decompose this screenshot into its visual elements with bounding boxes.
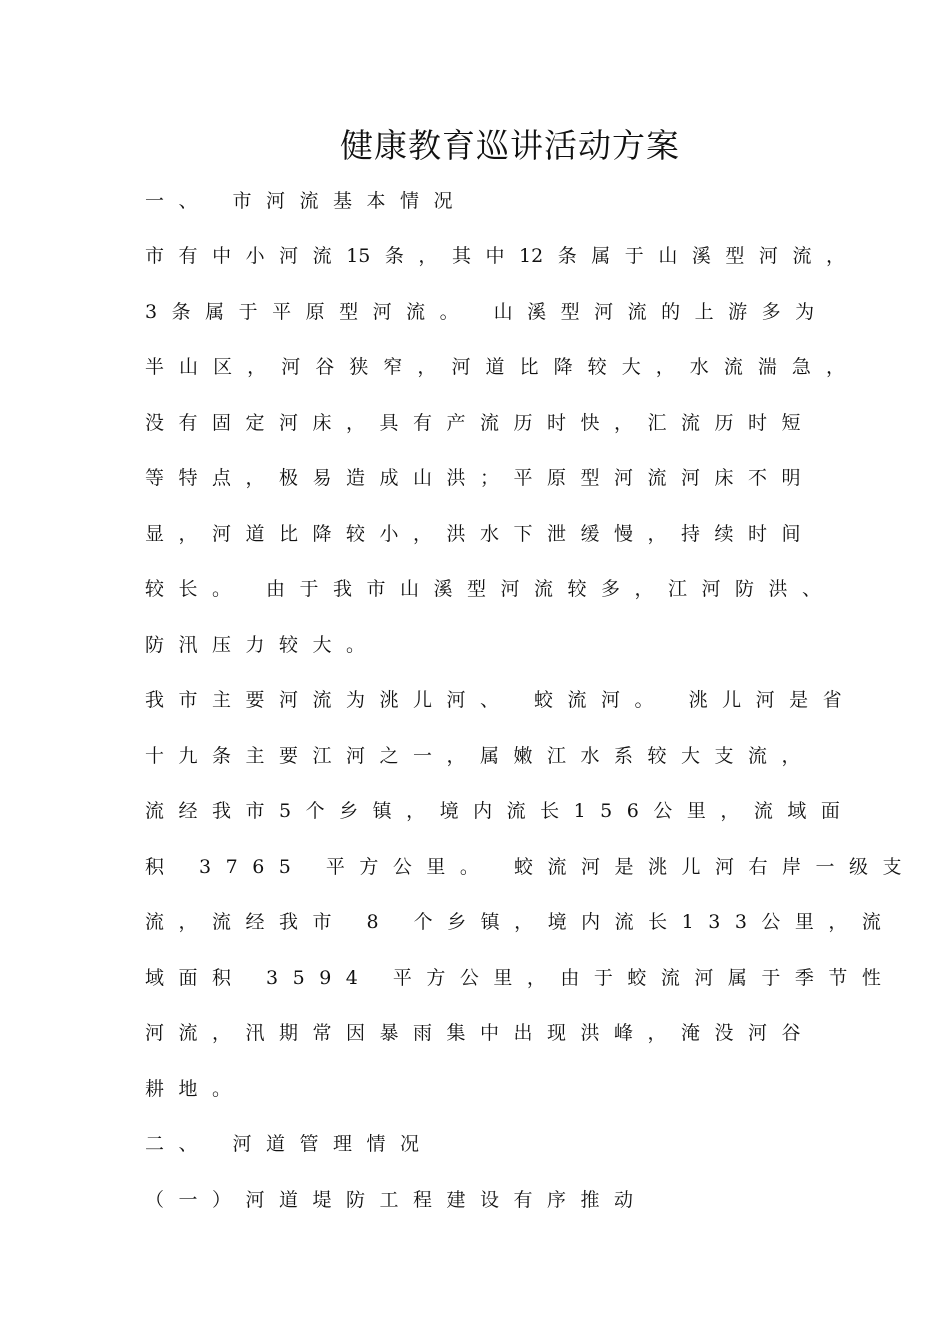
section-heading-1: 一、 市河流基本情况 (145, 190, 468, 212)
paragraph-line: 耕地。 (145, 1078, 246, 1100)
paragraph-line: 流，流经我市 8 个乡镇，境内流长133公里，流 (145, 911, 896, 933)
paragraph-line: 半山区，河谷狭窄，河道比降较大，水流湍急， (145, 356, 845, 378)
section-heading-2: 二、 河道管理情况 (145, 1133, 434, 1155)
paragraph-line: 等特点，极易造成山洪；平原型河流河床不明 (145, 467, 816, 489)
paragraph-line: 流经我市5个乡镇，境内流长156公里，流域面 (145, 800, 855, 822)
paragraph-line: 没有固定河床，具有产流历时快，汇流历时短 (145, 412, 816, 434)
paragraph-line: 河流，汛期常因暴雨集中出现洪峰，淹没河谷 (145, 1022, 816, 1044)
paragraph-line: 防汛压力较大。 (145, 634, 380, 656)
paragraph-line: 域面积 3594 平方公里，由于蛟流河属于季节性 (145, 967, 896, 989)
page-title: 健康教育巡讲活动方案 (340, 126, 680, 165)
paragraph-line: 较长。 由于我市山溪型河流较多，江河防洪、 (145, 578, 836, 600)
paragraph-line: 积 3765 平方公里。 蛟流河是洮儿河右岸一级支 (145, 856, 916, 878)
paragraph-line: 市有中小河流15条，其中12条属于山溪型河流， (145, 245, 845, 267)
paragraph-line: 我市主要河流为洮儿河、 蛟流河。 洮儿河是省 (145, 689, 857, 711)
paragraph-line: 显，河道比降较小，洪水下泄缓慢，持续时间 (145, 523, 816, 545)
paragraph-line: 3条属于平原型河流。 山溪型河流的上游多为 (145, 301, 829, 323)
paragraph-line: 十九条主要江河之一，属嫩江水系较大支流， (145, 745, 816, 767)
subsection-heading: （一）河道堤防工程建设有序推动 (145, 1189, 648, 1211)
